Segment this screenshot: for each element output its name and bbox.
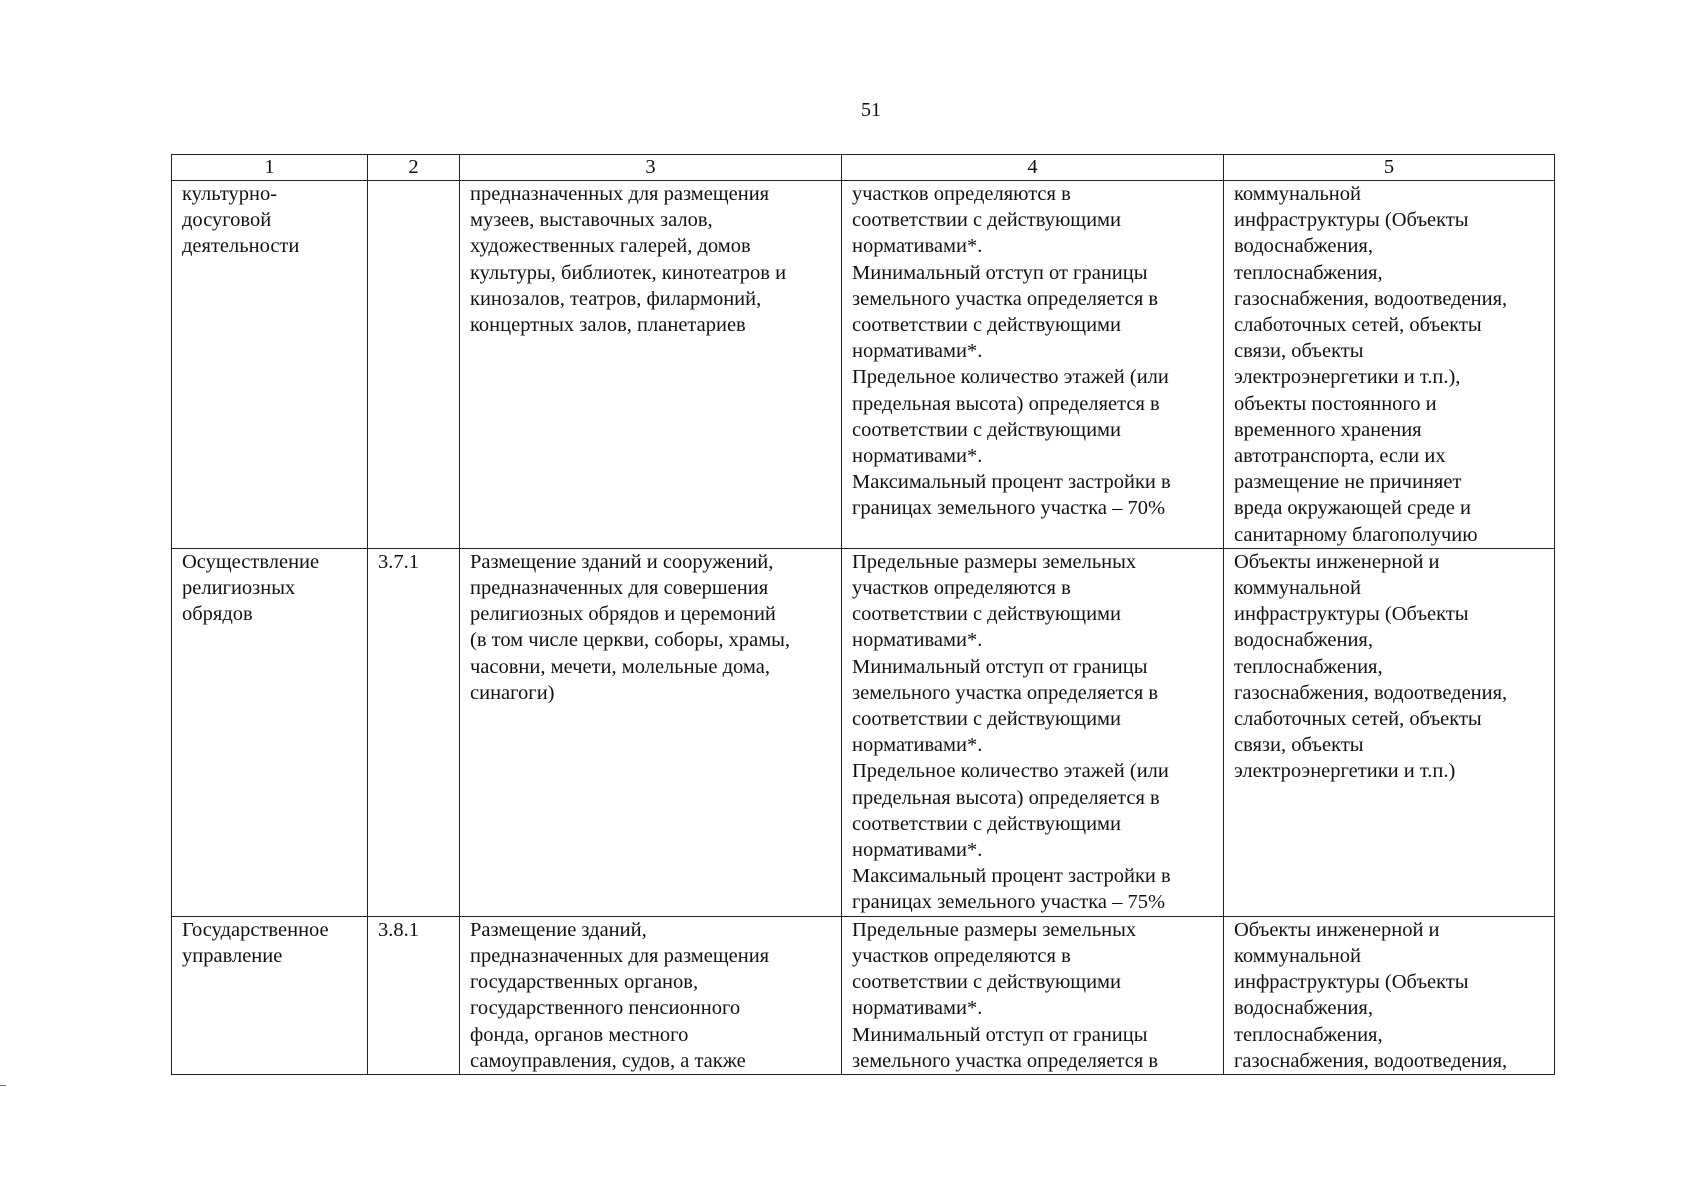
page-number: 51	[861, 99, 881, 121]
header-cell-col3: 3	[460, 155, 842, 181]
cell-use-name: Государственное управление	[172, 916, 368, 1074]
header-cell-col1: 1	[172, 155, 368, 181]
zoning-table	[171, 154, 1555, 1075]
cell-auxiliary-uses: Объекты инженерной и коммунальной инфраструктуры (Объекты водоснабжения, теплоснабжения, газоснабжения, водоотведения, слаботочных сетей, объекты связи, объекты электроэнергетики и т.п.)	[1224, 548, 1555, 916]
table-body	[172, 181, 1555, 1075]
header-cell-col2: 2	[368, 155, 460, 181]
table-row	[172, 181, 1555, 549]
table-header	[172, 155, 1555, 181]
cell-auxiliary-uses: коммунальной инфраструктуры (Объекты водоснабжения, теплоснабжения, газоснабжения, водоотведения, слаботочных сетей, объекты связи, объекты электроэнергетики и т.п.), объекты постоянного и временного хранения автотранспорта, если их размещение не причиняет вреда окружающей среде и санитарному благополучию	[1224, 181, 1555, 549]
header-row	[172, 155, 1555, 181]
cell-use-description: Размещение зданий и сооружений, предназначенных для совершения религиозных обрядов и церемоний (в том числе церкви, соборы, храмы, часовни, мечети, молельные дома, синагоги)	[460, 548, 842, 916]
cell-use-description: предназначенных для размещения музеев, выставочных залов, художественных галерей, домов культуры, библиотек, кинотеатров и кинозалов, театров, филармоний, концертных залов, планетариев	[460, 181, 842, 549]
cell-use-code: 3.7.1	[368, 548, 460, 916]
cell-parameters: Предельные размеры земельных участков определяются в соответствии с действующими нормативами*. Минимальный отступ от границы земельного участка определяется в	[842, 916, 1224, 1074]
cell-use-name: Осуществление религиозных обрядов	[172, 548, 368, 916]
cell-parameters: Предельные размеры земельных участков определяются в соответствии с действующими нормативами*. Минимальный отступ от границы земельного участка определяется в соответствии с действующими нормативами*. Предельное количество этажей (или предельная высота) определяется в соответствии с действующими нормативами*. Максимальный процент застройки в границах земельного участка – 75%	[842, 548, 1224, 916]
cell-use-description: Размещение зданий, предназначенных для размещения государственных органов, государственного пенсионного фонда, органов местного самоуправления, судов, а также	[460, 916, 842, 1074]
header-cell-col5: 5	[1224, 155, 1555, 181]
cell-use-code: 3.8.1	[368, 916, 460, 1074]
table-row	[172, 916, 1555, 1074]
table-row	[172, 548, 1555, 916]
cell-use-code	[368, 181, 460, 549]
scan-edge-mark	[0, 1085, 6, 1086]
cell-use-name: культурно- досуговой деятельности	[172, 181, 368, 549]
cell-parameters: участков определяются в соответствии с действующими нормативами*. Минимальный отступ от границы земельного участка определяется в соответствии с действующими нормативами*. Предельное количество этажей (или предельная высота) определяется в соответствии с действующими нормативами*. Максимальный процент застройки в границах земельного участка – 70%	[842, 181, 1224, 549]
cell-auxiliary-uses: Объекты инженерной и коммунальной инфраструктуры (Объекты водоснабжения, теплоснабжения, газоснабжения, водоотведения,	[1224, 916, 1555, 1074]
header-cell-col4: 4	[842, 155, 1224, 181]
